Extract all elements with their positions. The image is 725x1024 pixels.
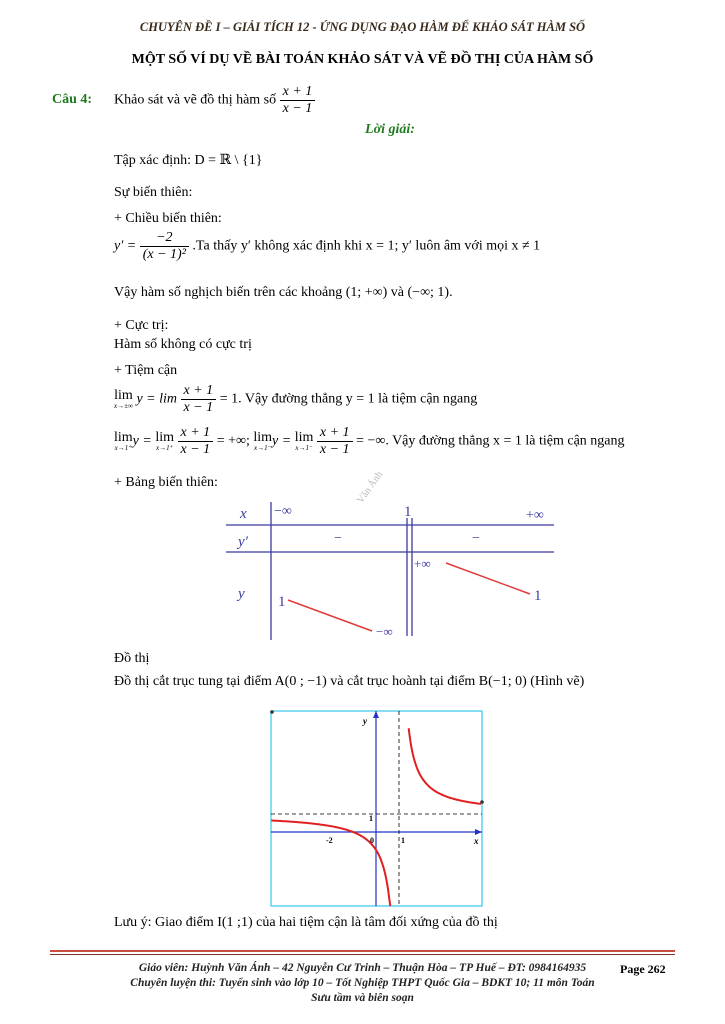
curve-end-dot [480, 800, 484, 804]
limit-line-1: lim x→±∞ y = lim $\frac{x + 1}{x - 1}$ = 1. Vậy đường thẳng y = 1 là tiệm cận ngang [114, 383, 478, 415]
tick-x1-label: 1 [401, 836, 405, 845]
y-right-end: 1 [534, 588, 542, 604]
tick-origin-label: 0 [370, 836, 374, 845]
footer-courses: Chuyên luyện thi: Tuyển sinh vào lớp 10 – Tốt Nghiệp THPT Quốc Gia – BDKT 10; 11 môn Toán [130, 977, 595, 989]
lim-mid-2: = +∞; [216, 433, 250, 449]
footer-rule [50, 950, 675, 952]
x-axis-arrow-icon [475, 829, 482, 835]
curve-right-branch [409, 728, 481, 804]
tick-y1-label: 1 [369, 814, 373, 823]
function-numerator: x + 1 [280, 84, 316, 101]
derivative-line [114, 230, 540, 263]
lim-num-2a: x + 1 [178, 425, 214, 442]
decrease-arrow-right [446, 563, 530, 594]
domain-line: Tập xác định: D = ℝ \ {1} [114, 153, 263, 168]
lim-den-2a: x − 1 [180, 442, 211, 457]
lim-sub-1: x→±∞ [114, 402, 133, 410]
lim-num-1: x + 1 [181, 383, 217, 400]
decreasing-line: Vậy hàm số nghịch biến trên các khoảng (1; +∞) và (−∞; 1). [114, 285, 453, 300]
x-left-value: −∞ [274, 504, 292, 519]
function-fraction [280, 84, 316, 117]
lim-sub-2a: x→1⁺ [114, 444, 132, 452]
lim-fraction-1 [181, 383, 217, 416]
derivative-fraction [140, 230, 189, 263]
lim-sub-2c: x→1⁻ [254, 444, 272, 452]
lim-block-2c: lim x→1⁻ [253, 430, 273, 452]
footer-collected: Sưu tầm và biên soạn [311, 992, 414, 1004]
question-label: Câu 4: [52, 92, 93, 107]
extrema-text: Hàm số không có cực trị [114, 337, 252, 352]
function-denominator: x − 1 [282, 101, 313, 116]
variation-heading: Sự biến thiên: [114, 185, 193, 200]
footer-teacher: Giáo viên: Huỳnh Văn Ánh – 42 Nguyễn Cư Trinh – Thuận Hòa – TP Huế – ĐT: 0984164935 [138, 962, 587, 974]
yp-right-sign: − [472, 531, 480, 546]
y-left-start: 1 [278, 594, 286, 610]
lim-block-2b: lim x→1⁺ [155, 430, 175, 452]
lim-fraction-2b [317, 425, 353, 458]
page-number: Page 262 [620, 962, 666, 976]
question-text [114, 84, 315, 117]
x-axis-label: x [474, 836, 479, 846]
question-prompt: Khảo sát và vẽ đồ thị hàm số [114, 92, 277, 108]
lim-block-1: lim x→±∞ [114, 388, 133, 410]
row-yp-label: y′ [238, 534, 248, 550]
variation-table [226, 496, 556, 644]
watermark: Văn Ánh [355, 469, 386, 506]
lim-text-1: = 1. Vậy đường thẳng y = 1 là tiệm cận ngang [219, 391, 478, 407]
derivative-lhs: y′ = [114, 238, 137, 254]
limit-line-2: lim x→1⁺ y = lim x→1⁺ $\frac{x + 1}{x - 1}$ = +∞; lim x→1⁻ y = lim x→1⁻ $\frac{x + 1}{x - 1}$ = −∞. Vậy đường thẳng x = 1 là tiệm cận ngang [114, 425, 625, 457]
lim-sub-2d: x→1⁻ [295, 444, 313, 452]
y-left-end: −∞ [376, 624, 393, 639]
lim-num-2b: x + 1 [317, 425, 353, 442]
decrease-arrow-left [288, 600, 372, 631]
frame-corner-dot [270, 710, 274, 714]
row-x-label: x [240, 506, 247, 522]
lim-sub-2b: x→1⁺ [156, 444, 174, 452]
chapter-header: CHUYÊN ĐỀ I – GIẢI TÍCH 12 - ỨNG DỤNG ĐẠO HÀM ĐỂ KHẢO SÁT HÀM SỐ [139, 20, 586, 34]
y-axis-arrow-icon [373, 711, 379, 718]
tick-neg2-label: -2 [326, 836, 333, 845]
lim-block-2d: lim x→1⁻ [294, 430, 314, 452]
footer-rule-thin [50, 954, 675, 955]
x-right-value: +∞ [526, 508, 544, 523]
yp-left-sign: − [334, 531, 342, 546]
derivative-numerator: −2 [140, 230, 189, 247]
derivative-denominator: (x − 1)² [142, 247, 186, 262]
lim-text-2: = −∞. Vậy đường thẳng x = 1 là tiệm cận ngang [356, 433, 625, 449]
monotonic-heading: + Chiều biến thiên: [114, 211, 222, 226]
lim-block-2a: lim x→1⁺ [114, 430, 133, 452]
x-mid-value: 1 [404, 504, 412, 520]
graph-heading: Đồ thị [114, 651, 150, 666]
curve-left-branch [271, 821, 390, 907]
note-line: Lưu ý: Giao điểm I(1 ;1) của hai tiệm cận là tâm đối xứng của đồ thị [114, 915, 498, 930]
y-right-start: +∞ [414, 556, 431, 571]
asymptote-heading: + Tiệm cận [114, 363, 178, 378]
extrema-heading: + Cực trị: [114, 318, 169, 333]
derivative-note: .Ta thấy y′ không xác định khi x = 1; y′ luôn âm với mọi x ≠ 1 [192, 238, 541, 254]
lim-den-2b: x − 1 [319, 442, 350, 457]
table-heading: + Bảng biến thiên: [114, 475, 218, 490]
page-title: MỘT SỐ VÍ DỤ VỀ BÀI TOÁN KHẢO SÁT VÀ VẼ ĐỒ THỊ CỦA HÀM SỐ [131, 52, 594, 67]
function-graph [270, 710, 484, 908]
solution-heading: Lời giải: [365, 122, 415, 137]
lim-fraction-2a [178, 425, 214, 458]
lim-den-1: x − 1 [183, 400, 214, 415]
graph-text: Đồ thị cắt trục tung tại điểm A(0 ; −1) và cắt trục hoành tại điểm B(−1; 0) (Hình vẽ) [114, 674, 585, 689]
row-y-label: y [238, 586, 245, 602]
y-axis-label: y [363, 716, 367, 726]
